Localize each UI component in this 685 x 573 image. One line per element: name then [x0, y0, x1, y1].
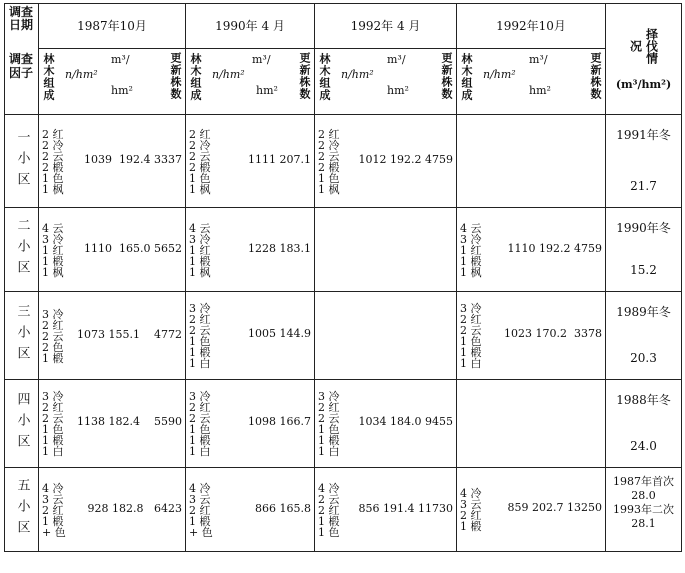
composition-list [42, 391, 64, 457]
period-values: 1110 192.2 4759 [507, 242, 602, 255]
composition-item: 1 椴 [460, 255, 482, 268]
period-values: 1228 183.1 [248, 242, 311, 255]
cutting-volume: 21.7 [630, 179, 657, 193]
cutting-volume: 20.3 [630, 351, 657, 365]
composition-item: 4 冷 [318, 482, 340, 495]
date-header-1: 1987年10月 [39, 4, 186, 49]
composition-item: 2 冷 [42, 139, 64, 152]
composition-list [189, 223, 211, 278]
period-cell [39, 380, 186, 468]
period-values: 1039 192.4 3337 [84, 153, 182, 166]
cutting-volume: 15.2 [630, 263, 657, 277]
period-cell [315, 208, 457, 292]
composition-item: 2 红 [42, 504, 64, 517]
composition-item: 1 白 [42, 445, 64, 458]
composition-item: + 色 [189, 526, 213, 539]
survey-factor-label: 调查因子 [8, 52, 33, 80]
composition-item: 4 冷 [42, 482, 64, 495]
composition-item: 1 色 [318, 172, 340, 185]
cutting-year: 1990年冬 [616, 221, 671, 235]
composition-item: 1 椴 [318, 434, 340, 447]
table-row [5, 208, 682, 292]
composition-item: 1 白 [318, 445, 340, 458]
composition-item: 3 冷 [318, 390, 340, 403]
period-values: 1098 166.7 [248, 415, 311, 428]
area-label [5, 292, 39, 380]
composition-list [318, 391, 340, 457]
composition-item: 2 色 [42, 341, 64, 354]
composition-list [189, 303, 211, 369]
density-header: n/hm² [212, 68, 245, 81]
composition-item: 1 椴 [42, 515, 64, 528]
cutting-cell [606, 292, 682, 380]
cutting-cell [606, 380, 682, 468]
composition-item: 2 云 [189, 412, 211, 425]
composition-item: 2 云 [189, 150, 211, 163]
data-rows [5, 115, 682, 552]
table-row [5, 115, 682, 208]
period-cell [457, 208, 606, 292]
period-cell [39, 292, 186, 380]
composition-item: 2 云 [318, 150, 340, 163]
period-values: 1023 170.2 3378 [504, 327, 602, 340]
period-cell [315, 380, 457, 468]
composition-item: 2 红 [318, 504, 340, 517]
subheader-1 [39, 49, 186, 115]
composition-item: 1 椴 [189, 346, 211, 359]
composition-item: 1 色 [42, 423, 64, 436]
composition-item: 3 冷 [42, 233, 64, 246]
composition-item: 1 椴 [318, 515, 340, 528]
composition-item: + 色 [42, 526, 66, 539]
renewal-header: 更新株数 [169, 52, 182, 100]
composition-item: 2 红 [189, 313, 211, 326]
composition-item: 1 椴 [42, 434, 64, 447]
cutting-line: 28.0 [631, 489, 656, 502]
area-label [5, 115, 39, 208]
composition-item: 1 椴 [189, 434, 211, 447]
composition-item: 2 红 [318, 401, 340, 414]
composition-header: 林木组成 [42, 53, 55, 101]
period-cell [186, 208, 315, 292]
area-name: 五小区 [14, 478, 30, 541]
renewal-header: 更新株数 [440, 52, 453, 100]
composition-header: 林木组成 [318, 53, 331, 101]
area-name: 一小区 [14, 129, 30, 193]
composition-item: 2 椴 [42, 161, 64, 174]
composition-item: 2 红 [460, 509, 482, 522]
composition-item: 1 红 [42, 244, 64, 257]
area-label [5, 468, 39, 552]
cutting-line: 1987年首次 [613, 475, 674, 488]
composition-item: 1 枫 [42, 183, 64, 196]
period-values: 1110 165.0 5652 [84, 242, 182, 255]
composition-item: 1 红 [189, 244, 211, 257]
composition-item: 1 椴 [42, 352, 64, 365]
composition-item: 1 色 [189, 335, 211, 348]
composition-item: 4 云 [189, 222, 211, 235]
period-cell [457, 380, 606, 468]
composition-item: 2 红 [460, 313, 482, 326]
composition-item: 2 红 [189, 504, 211, 517]
period-cell [39, 115, 186, 208]
volume-header-bottom: hm² [529, 84, 551, 97]
composition-item: 1 椴 [42, 255, 64, 268]
period-cell [186, 292, 315, 380]
period-cell [457, 468, 606, 552]
density-header: n/hm² [65, 68, 98, 81]
density-header: n/hm² [483, 68, 516, 81]
composition-list [42, 223, 64, 278]
composition-item: 4 冷 [189, 482, 211, 495]
composition-item: 2 椴 [318, 161, 340, 174]
composition-item: 2 冷 [189, 139, 211, 152]
cutting-title: 择伐情况 [628, 28, 659, 64]
composition-item: 3 冷 [42, 308, 64, 321]
period-values: 1111 207.1 [248, 153, 311, 166]
composition-item: 1 椴 [189, 515, 211, 528]
period-values: 1138 182.4 5590 [77, 415, 182, 428]
cutting-line: 1993年二次 [613, 503, 674, 516]
period-values: 859 202.7 13250 [507, 501, 602, 514]
composition-item: 1 白 [189, 445, 211, 458]
composition-item: 1 椴 [460, 520, 482, 533]
cutting-header [606, 4, 682, 115]
composition-item: 3 云 [189, 493, 211, 506]
composition-list [189, 483, 213, 538]
area-name: 二小区 [14, 218, 30, 281]
period-cell [186, 115, 315, 208]
composition-list [318, 129, 340, 195]
volume-header-top: m³/ [111, 53, 130, 66]
composition-list [460, 488, 482, 532]
composition-item: 2 红 [189, 401, 211, 414]
density-header: n/hm² [341, 68, 374, 81]
area-label [5, 380, 39, 468]
composition-list [189, 391, 211, 457]
composition-item: 3 冷 [189, 233, 211, 246]
composition-list [42, 309, 64, 364]
period-cell [315, 115, 457, 208]
date-header-4: 1992年10月 [457, 4, 606, 49]
period-cell [186, 468, 315, 552]
composition-header: 林木组成 [189, 53, 202, 101]
subheader-2 [186, 49, 315, 115]
period-cell [39, 468, 186, 552]
period-cell [315, 292, 457, 380]
forest-survey-table [4, 3, 682, 552]
composition-item: 1 枫 [318, 183, 340, 196]
composition-item: 1 枫 [460, 266, 482, 279]
composition-item: 2 云 [42, 412, 64, 425]
composition-item: 3 冷 [460, 302, 482, 315]
composition-item: 1 色 [318, 423, 340, 436]
volume-header-bottom: hm² [387, 84, 409, 97]
composition-item: 2 云 [189, 324, 211, 337]
cutting-unit: (m³/hm²) [615, 78, 672, 91]
composition-item: 1 白 [189, 357, 211, 370]
composition-item: 3 冷 [189, 390, 211, 403]
composition-item: 1 枫 [42, 266, 64, 279]
subheader-4 [457, 49, 606, 115]
composition-list [460, 223, 482, 278]
composition-item: 2 云 [42, 330, 64, 343]
composition-item: 2 云 [318, 412, 340, 425]
composition-item: 3 云 [42, 493, 64, 506]
composition-item: 1 色 [189, 172, 211, 185]
period-cell [457, 115, 606, 208]
composition-item: 1 色 [42, 172, 64, 185]
period-values: 866 165.8 [255, 502, 311, 515]
composition-item: 1 色 [460, 335, 482, 348]
volume-header-top: m³/ [387, 53, 406, 66]
cutting-year: 1991年冬 [616, 128, 671, 142]
volume-header-bottom: hm² [111, 84, 133, 97]
composition-item: 2 云 [460, 324, 482, 337]
composition-header: 林木组成 [460, 53, 473, 101]
area-name: 四小区 [14, 392, 30, 455]
composition-item: 2 云 [318, 493, 340, 506]
composition-item: 3 冷 [42, 390, 64, 403]
composition-item: 2 红 [42, 128, 64, 141]
cutting-cell [606, 208, 682, 292]
volume-header-top: m³/ [529, 53, 548, 66]
period-values: 856 191.4 11730 [358, 502, 453, 515]
period-cell [186, 380, 315, 468]
composition-list [318, 483, 340, 538]
area-name: 三小区 [14, 304, 30, 367]
cutting-year: 1989年冬 [616, 305, 671, 319]
cutting-volume: 24.0 [630, 439, 657, 453]
composition-item: 1 色 [189, 423, 211, 436]
composition-item: 2 椴 [189, 161, 211, 174]
composition-item: 1 椴 [460, 346, 482, 359]
period-cell [39, 208, 186, 292]
period-values: 1005 144.9 [248, 327, 311, 340]
period-values: 1034 184.0 9455 [358, 415, 453, 428]
composition-list [189, 129, 211, 195]
renewal-header: 更新株数 [298, 52, 311, 100]
period-values: 1073 155.1 4772 [77, 328, 182, 341]
cutting-year: 1988年冬 [616, 393, 671, 407]
period-cell [315, 468, 457, 552]
composition-item: 2 红 [318, 128, 340, 141]
table-row [5, 468, 682, 552]
corner-header [5, 4, 39, 115]
composition-item: 2 冷 [318, 139, 340, 152]
volume-header-bottom: hm² [256, 84, 278, 97]
composition-item: 2 红 [42, 319, 64, 332]
survey-date-label: 调查日期 [8, 5, 33, 32]
cutting-line: 28.1 [631, 517, 656, 530]
composition-list [42, 129, 64, 195]
composition-item: 1 枫 [189, 266, 211, 279]
subheader-3 [315, 49, 457, 115]
composition-item: 1 椴 [189, 255, 211, 268]
date-header-2: 1990年 4 月 [186, 4, 315, 49]
volume-header-top: m³/ [252, 53, 271, 66]
composition-list [42, 483, 66, 538]
composition-item: 4 冷 [460, 487, 482, 500]
table-row [5, 380, 682, 468]
period-values: 928 182.8 6423 [87, 502, 182, 515]
date-header-3: 1992年 4 月 [315, 4, 457, 49]
composition-item: 1 白 [460, 357, 482, 370]
composition-item: 3 云 [460, 498, 482, 511]
composition-item: 1 枫 [189, 183, 211, 196]
composition-item: 2 红 [189, 128, 211, 141]
composition-item: 3 冷 [460, 233, 482, 246]
composition-list [460, 303, 482, 369]
composition-item: 1 色 [318, 526, 340, 539]
renewal-header: 更新株数 [589, 52, 602, 100]
composition-item: 3 冷 [189, 302, 211, 315]
period-cell [457, 292, 606, 380]
composition-item: 2 云 [42, 150, 64, 163]
table-row [5, 292, 682, 380]
cutting-cell [606, 468, 682, 552]
composition-item: 4 云 [42, 222, 64, 235]
composition-item: 2 红 [42, 401, 64, 414]
area-label [5, 208, 39, 292]
composition-item: 1 红 [460, 244, 482, 257]
cutting-cell [606, 115, 682, 208]
period-values: 1012 192.2 4759 [358, 153, 453, 166]
composition-item: 4 云 [460, 222, 482, 235]
